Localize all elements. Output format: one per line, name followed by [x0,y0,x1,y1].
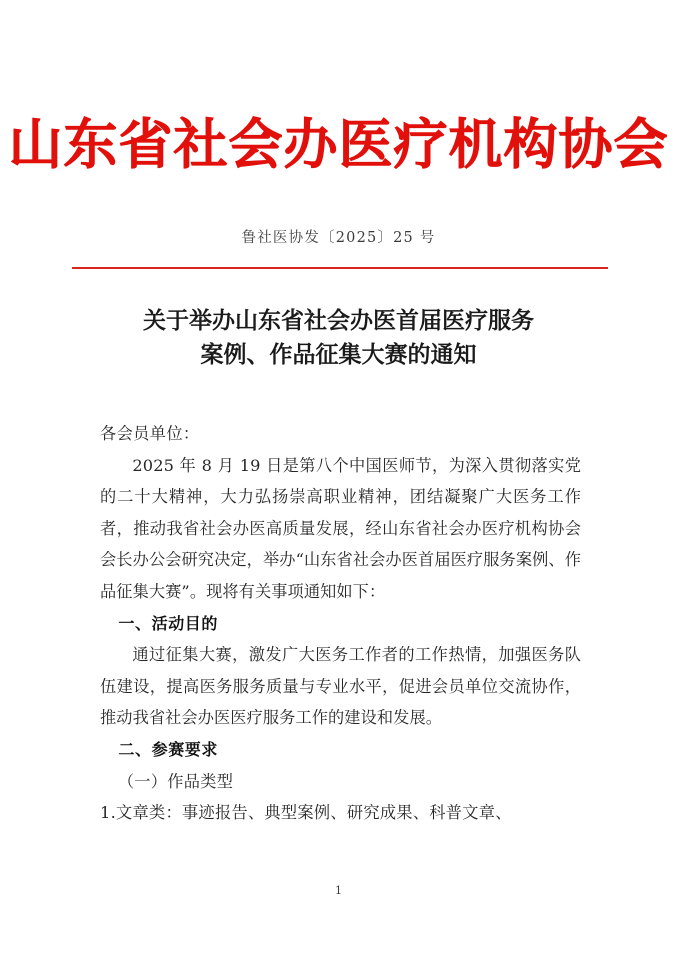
section-heading-2: 二、参赛要求 [118,739,218,759]
document-title [88,304,589,372]
red-separator-rule [72,267,608,269]
paragraph-intro: 2025 年 8 月 19 日是第八个中国医师节，为深入贯彻落实党的二十大精神，大力弘扬崇高职业精神，团结凝聚广大医务工作者，推动我省社会办医高质量发展，经山东省社会办医疗机构协会会长办公会研究决定，举办“山东省社会办医首届医疗服务案例、作品征集大赛”。现将有关事项通知如下： [100,455,581,601]
section-heading-1: 一、活动目的 [118,613,218,633]
paragraph-purpose: 通过征集大赛，激发广大医务工作者的工作热情，加强医务队伍建设，提高医务服务质量与专业水平，促进会员单位交流协作，推动我省社会办医医疗服务工作的建设和发展。 [100,645,581,728]
document-serial-number: 鲁社医协发〔2025〕25 号 [241,230,436,246]
salutation: 各会员单位： [100,424,200,443]
organization-masthead: 山东省社会办医疗机构协会 [8,112,669,176]
subsection-heading-1: （一）作品类型 [117,771,234,791]
page-number: 1 [335,884,342,897]
document-title-line-1: 关于举办山东省社会办医首届医疗服务 [143,307,534,334]
document-title-line-2: 案例、作品征集大赛的通知 [200,341,477,368]
list-item-1: 1.文章类：事迹报告、典型案例、研究成果、科普文章、 [100,803,512,823]
document-body [100,418,581,829]
